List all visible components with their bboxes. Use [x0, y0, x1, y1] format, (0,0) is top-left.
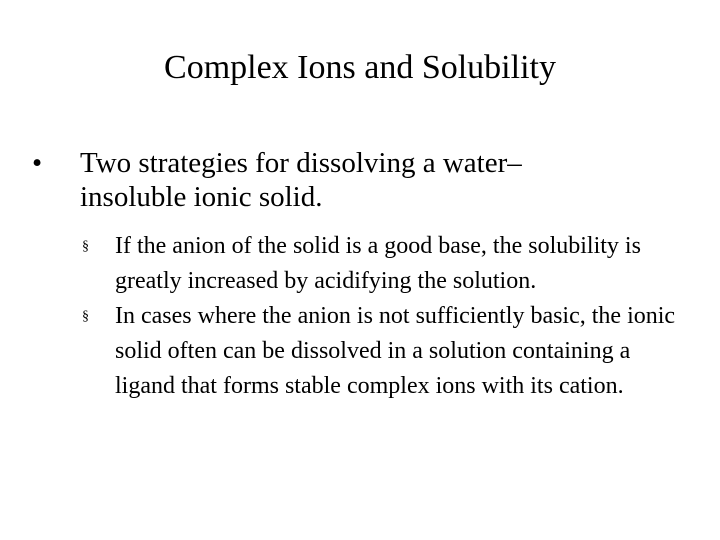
bullet-marker: •	[32, 147, 43, 179]
main-bullet	[32, 146, 692, 214]
sub-bullet-text: In cases where the anion is not sufficiently basic, the ionic solid often can be dissolved in a solution containing a ligand that forms stable complex ions with its cation.	[115, 303, 676, 399]
sub-bullet-item	[82, 299, 692, 404]
main-bullet-text: Two strategies for dissolving a water–insoluble ionic solid.	[80, 147, 522, 213]
sub-bullet-list	[82, 229, 692, 404]
slide-title: Complex Ions and Solubility	[164, 49, 556, 86]
sub-bullet-text: If the anion of the solid is a good base, the solubility is greatly increased by acidifying the solution.	[115, 233, 641, 294]
sub-bullet-marker: §	[82, 239, 89, 254]
sub-bullet-marker: §	[82, 309, 89, 324]
sub-bullet-item	[82, 229, 692, 299]
